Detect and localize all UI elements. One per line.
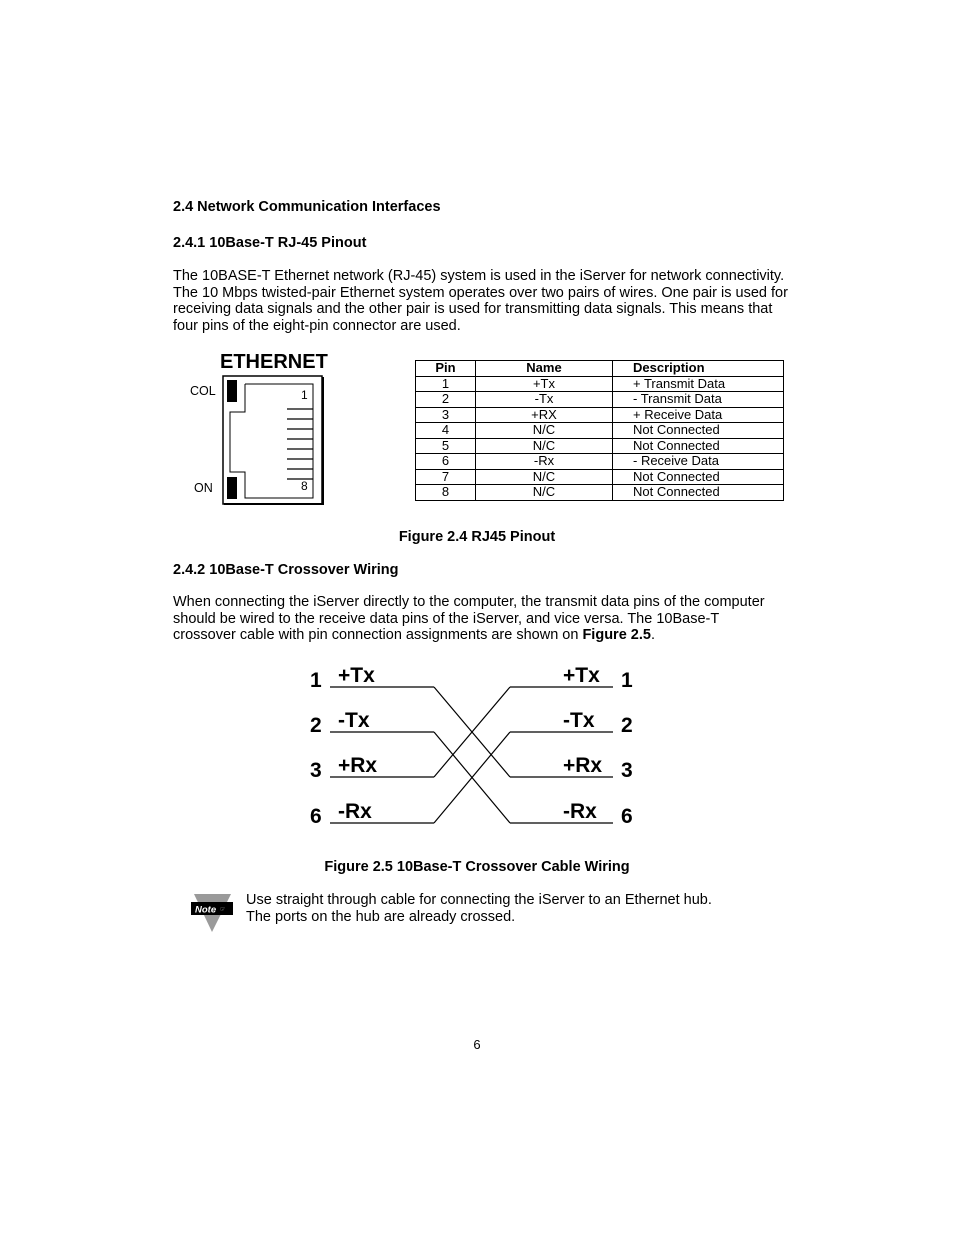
left-pin-label: +Rx [338,754,378,777]
crossover-paragraph-end: . [650,627,655,643]
table-row [416,392,784,408]
left-pin-number: 6 [310,805,322,828]
note-line-2: The ports on the hub are already crossed. [246,908,516,925]
page-number: 6 [473,1037,481,1052]
col-label: COL [190,384,216,398]
note-pointer-glyph: ☞ [220,907,226,913]
header-description: Description [613,361,784,377]
cell-pin: 7 [416,469,476,485]
cell-name: N/C [476,423,613,439]
cell-pin: 5 [416,438,476,454]
ethernet-title: ETHERNET [220,351,328,373]
right-pin-label: +Rx [563,754,603,777]
cell-description: + Transmit Data [613,376,784,392]
cell-name: +RX [476,407,613,423]
right-pin-number: 6 [621,805,633,828]
cell-description: - Transmit Data [613,392,784,408]
cell-name: +Tx [476,376,613,392]
right-pin-label: +Tx [563,664,600,687]
pin-last-label: 8 [301,479,308,493]
cell-description: Not Connected [613,423,784,439]
cell-description: Not Connected [613,438,784,454]
left-pin-label: -Tx [338,709,370,732]
note-icon [189,892,235,934]
header-pin: Pin [416,361,476,377]
table-row [416,454,784,470]
crossover-wiring-diagram [300,655,650,835]
crossover-paragraph [173,594,773,644]
pin-first-label: 1 [301,388,308,402]
right-pin-number: 1 [621,669,633,692]
cell-name: -Tx [476,392,613,408]
pin-contacts [287,409,313,479]
right-pin-label: -Tx [563,709,595,732]
note-badge-icon [189,892,235,934]
cell-pin: 3 [416,407,476,423]
table-row [416,423,784,439]
figure-reference: Figure 2.5 [582,627,651,643]
note-text [246,892,712,925]
cell-name: N/C [476,438,613,454]
cell-name: N/C [476,485,613,501]
cell-pin: 1 [416,376,476,392]
cell-name: -Rx [476,454,613,470]
on-label: ON [194,481,213,495]
table-row [416,438,784,454]
table-row [416,407,784,423]
cell-pin: 2 [416,392,476,408]
cell-description: - Receive Data [613,454,784,470]
subsection-heading-rj45: 2.4.1 10Base-T RJ-45 Pinout [173,235,367,251]
crossover-paragraph-text: When connecting the iServer directly to the computer, the transmit data pins of the computer should be wired to the receive data pins of the iServer, and vice versa. The 10Base-T crossover cable with pin connection assignments are shown on [173,594,765,643]
ethernet-connector-figure [185,345,345,510]
left-pin-label: -Rx [338,800,372,823]
cell-name: N/C [476,469,613,485]
figure-2-4-caption: Figure 2.4 RJ45 Pinout [398,529,556,545]
table-row [416,485,784,501]
cell-pin: 8 [416,485,476,501]
col-led-icon [227,380,237,402]
note-line-1: Use straight through cable for connecting the iServer to an Ethernet hub. [246,892,712,908]
subsection-heading-crossover: 2.4.2 10Base-T Crossover Wiring [173,562,399,578]
left-pin-number: 1 [310,669,322,692]
cell-pin: 4 [416,423,476,439]
right-pin-number: 2 [621,714,633,737]
on-led-icon [227,477,237,499]
left-pin-label: +Tx [338,664,375,687]
note-badge-text: Note [195,904,217,916]
section-heading: 2.4 Network Communication Interfaces [173,199,441,215]
table-header-row [416,361,784,377]
header-name: Name [476,361,613,377]
cell-pin: 6 [416,454,476,470]
left-pin-number: 2 [310,714,322,737]
table-row [416,469,784,485]
ethernet-connector-drawing [185,345,345,510]
cell-description: + Receive Data [613,407,784,423]
table-row [416,376,784,392]
cell-description: Not Connected [613,469,784,485]
right-pin-number: 3 [621,759,633,782]
cell-description: Not Connected [613,485,784,501]
figure-2-5-caption: Figure 2.5 10Base-T Crossover Cable Wiring [324,859,630,875]
left-pin-number: 3 [310,759,322,782]
pinout-table [415,360,784,501]
rj45-paragraph: The 10BASE-T Ethernet network (RJ-45) system is used in the iServer for network connectivity. The 10 Mbps twisted-pair Ethernet system operates over two pairs of wires. One pair is used for receiving data signals and the other pair is used for transmitting data signals. This means that four pins of the eight-pin connector are used. [173,268,788,334]
right-pin-label: -Rx [563,800,597,823]
